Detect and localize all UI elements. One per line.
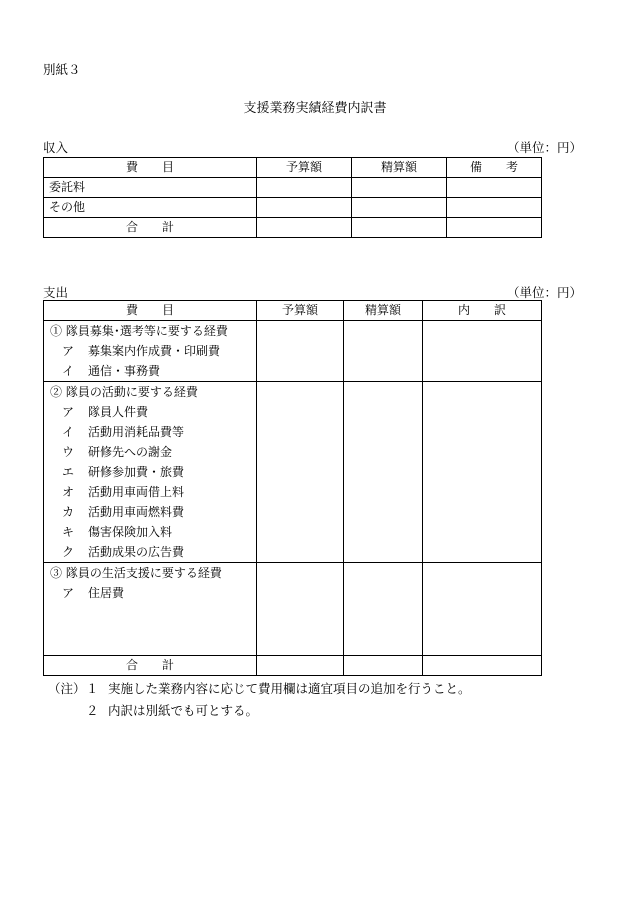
income-total-remarks-cell[interactable]: [447, 218, 542, 238]
expense-item: [44, 482, 256, 502]
expense-total-settlement-cell[interactable]: [344, 656, 423, 676]
expense-group-1: [44, 321, 257, 382]
expense-total-breakdown-cell[interactable]: [423, 656, 542, 676]
income-total-row: [44, 218, 542, 238]
expense-item: [44, 522, 256, 542]
item-key: イ: [62, 425, 75, 439]
expense-item: [44, 502, 256, 522]
expense-item: [44, 442, 256, 462]
item-key: エ: [62, 465, 75, 479]
expense-total-label: 合 計: [44, 656, 257, 676]
expense-breakdown-cell[interactable]: [423, 321, 542, 382]
item-key: ア: [62, 586, 75, 600]
item-key: ア: [62, 405, 75, 419]
item-key: イ: [62, 364, 75, 378]
expense-group-2: [44, 382, 257, 563]
item-text: 活動用車両燃料費: [88, 505, 185, 519]
expense-header-breakdown: 内 訳: [423, 301, 542, 321]
item-text: 活動用消耗品費等: [88, 425, 185, 439]
expense-budget-cell[interactable]: [257, 382, 344, 563]
expense-table: [43, 300, 542, 676]
expense-group-title: ① 隊員募集･選考等に要する経費: [50, 324, 228, 338]
income-header-row: [44, 158, 542, 178]
income-remarks-cell[interactable]: [447, 178, 542, 198]
income-row-label: 委託料: [44, 178, 257, 198]
expense-breakdown-cell[interactable]: [423, 563, 542, 656]
expense-section-label: 支出: [43, 285, 69, 300]
expense-budget-cell[interactable]: [257, 563, 344, 656]
expense-group-title: ③ 隊員の生活支援に要する経費: [50, 566, 222, 580]
attachment-label: 別紙３: [43, 62, 81, 77]
note-number: １: [86, 681, 99, 696]
income-header-remarks: 備 考: [447, 158, 542, 178]
expense-header-settlement: 精算額: [344, 301, 423, 321]
expense-total-budget-cell[interactable]: [257, 656, 344, 676]
document-title: 支援業務実績経費内訳書: [243, 101, 387, 116]
expense-group-3: [44, 563, 257, 656]
item-text: 住居費: [88, 586, 125, 600]
expense-settlement-cell[interactable]: [344, 382, 423, 563]
income-unit-label: （単位：円）: [506, 140, 582, 155]
income-settlement-cell[interactable]: [352, 178, 447, 198]
expense-group-row: [44, 563, 542, 656]
note-text: 実施した業務内容に応じて費用欄は適宜項目の追加を行うこと。: [108, 681, 471, 696]
income-budget-cell[interactable]: [257, 178, 352, 198]
income-header-settlement: 精算額: [352, 158, 447, 178]
item-text: 通信・事務費: [88, 364, 161, 378]
expense-group-row: [44, 321, 542, 382]
item-text: 隊員人件費: [88, 405, 149, 419]
expense-item: [44, 462, 256, 482]
expense-settlement-cell[interactable]: [344, 321, 423, 382]
income-total-budget-cell[interactable]: [257, 218, 352, 238]
income-settlement-cell[interactable]: [352, 198, 447, 218]
item-text: 傷害保険加入料: [88, 525, 173, 539]
expense-group-row: [44, 382, 542, 563]
note-prefix: （注）: [48, 681, 86, 696]
expense-item: [44, 422, 256, 442]
expense-breakdown-cell[interactable]: [423, 382, 542, 563]
notes: [48, 678, 471, 722]
income-table: [43, 157, 542, 238]
expense-unit-label: （単位：円）: [506, 285, 582, 300]
income-section-label: 収入: [43, 140, 69, 155]
expense-header-item: 費 目: [44, 301, 257, 321]
income-budget-cell[interactable]: [257, 198, 352, 218]
expense-item: [44, 341, 256, 361]
expense-item: [44, 583, 256, 603]
item-key: オ: [62, 485, 75, 499]
expense-group-title: ② 隊員の活動に要する経費: [50, 385, 198, 399]
income-remarks-cell[interactable]: [447, 198, 542, 218]
expense-header-row: [44, 301, 542, 321]
expense-item: [44, 361, 256, 381]
income-total-label: 合 計: [44, 218, 257, 238]
item-key: ク: [62, 545, 75, 559]
table-row: [44, 178, 542, 198]
item-key: カ: [62, 505, 75, 519]
item-text: 研修先への謝金: [88, 445, 173, 459]
income-header-item: 費 目: [44, 158, 257, 178]
expense-total-row: [44, 656, 542, 676]
expense-budget-cell[interactable]: [257, 321, 344, 382]
expense-header-budget: 予算額: [257, 301, 344, 321]
note-number: ２: [86, 703, 99, 718]
item-text: 研修参加費・旅費: [88, 465, 185, 479]
item-key: キ: [62, 525, 75, 539]
note-item: [48, 700, 471, 722]
item-text: 活動成果の広告費: [88, 545, 185, 559]
item-key: ア: [62, 344, 75, 358]
note-text: 内訳は別紙でも可とする。: [108, 703, 259, 718]
item-key: ウ: [62, 445, 75, 459]
expense-settlement-cell[interactable]: [344, 563, 423, 656]
income-row-label: その他: [44, 198, 257, 218]
item-text: 募集案内作成費・印刷費: [88, 344, 221, 358]
expense-item: [44, 402, 256, 422]
income-header-budget: 予算額: [257, 158, 352, 178]
note-item: [48, 678, 471, 700]
expense-item: [44, 542, 256, 562]
table-row: [44, 198, 542, 218]
income-total-settlement-cell[interactable]: [352, 218, 447, 238]
item-text: 活動用車両借上料: [88, 485, 185, 499]
